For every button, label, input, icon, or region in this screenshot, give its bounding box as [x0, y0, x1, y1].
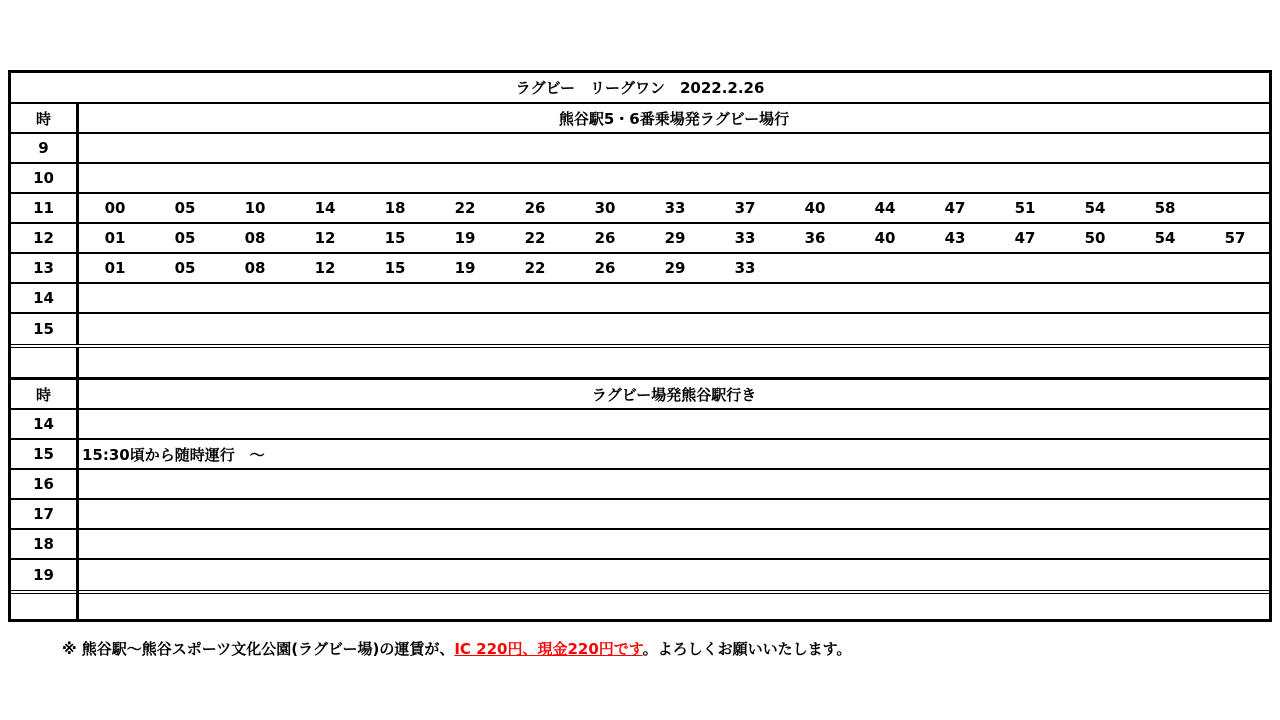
departure-minute: 12 — [314, 259, 336, 277]
departure-minute: 29 — [664, 259, 686, 277]
fare-footnote — [62, 638, 851, 659]
departure-minute: 12 — [314, 229, 336, 247]
departure-minute: 19 — [454, 229, 476, 247]
outbound-row — [11, 164, 1269, 194]
departure-minute: 33 — [734, 229, 756, 247]
outbound-row — [11, 254, 1269, 284]
departure-minute: 47 — [1014, 229, 1036, 247]
departure-minute: 10 — [244, 199, 266, 217]
hour-cell: 10 — [11, 164, 79, 192]
outbound-row — [11, 284, 1269, 314]
inbound-row — [11, 530, 1269, 560]
departure-minute: 57 — [1224, 229, 1246, 247]
footnote-prefix: ※ 熊谷駅～熊谷スポーツ文化公園(ラグビー場)の運賃が、 — [62, 640, 455, 658]
departure-minute: 40 — [804, 199, 826, 217]
departure-minute: 26 — [524, 199, 546, 217]
hour-cell: 15 — [11, 314, 79, 344]
departure-minute: 08 — [244, 259, 266, 277]
inbound-row — [11, 560, 1269, 594]
departure-minute: 05 — [174, 199, 196, 217]
departure-minute: 36 — [804, 229, 826, 247]
departure-minute: 22 — [454, 199, 476, 217]
departure-minute: 37 — [734, 199, 756, 217]
inbound-row — [11, 470, 1269, 500]
inbound-direction-label: ラグビー場発熊谷駅行き — [591, 385, 757, 404]
departure-minute: 18 — [384, 199, 406, 217]
page-title: ラグビー リーグワン 2022.2.26 — [515, 79, 765, 97]
departure-minute: 33 — [664, 199, 686, 217]
departure-minute: 26 — [594, 259, 616, 277]
departure-minute: 54 — [1154, 229, 1176, 247]
departure-minute: 47 — [944, 199, 966, 217]
departure-minute: 08 — [244, 229, 266, 247]
departure-minute: 54 — [1084, 199, 1106, 217]
departure-minute: 05 — [174, 229, 196, 247]
hour-header: 時 — [11, 104, 79, 132]
inbound-header-row — [11, 380, 1269, 410]
outbound-row — [11, 224, 1269, 254]
fare-highlight: IC 220円、現金220円です — [454, 640, 643, 658]
departure-minute: 15 — [384, 259, 406, 277]
hour-cell: 14 — [11, 284, 79, 312]
outbound-direction-label: 熊谷駅5・6番乗場発ラグビー場行 — [558, 109, 790, 128]
departure-minute: 22 — [524, 229, 546, 247]
departure-minute: 58 — [1154, 199, 1176, 217]
departure-minute: 26 — [594, 229, 616, 247]
hour-cell: 15 — [11, 440, 79, 468]
title-row — [11, 73, 1269, 104]
departure-minute: 40 — [874, 229, 896, 247]
hour-cell: 14 — [11, 410, 79, 438]
bottom-blank-row — [11, 590, 1269, 619]
departure-minute: 51 — [1014, 199, 1036, 217]
departure-minute: 50 — [1084, 229, 1106, 247]
separator-row — [11, 348, 1269, 380]
service-note: 15:30頃から随時運行 ～ — [82, 445, 265, 464]
outbound-row — [11, 134, 1269, 164]
departure-minute: 00 — [104, 199, 126, 217]
footnote-suffix: 。よろしくお願いいたします。 — [642, 640, 852, 658]
inbound-row — [11, 500, 1269, 530]
hour-cell: 12 — [11, 224, 79, 252]
departure-minute: 19 — [454, 259, 476, 277]
hour-cell: 11 — [11, 194, 79, 222]
outbound-row — [11, 314, 1269, 348]
hour-cell: 16 — [11, 470, 79, 498]
departure-minute: 30 — [594, 199, 616, 217]
outbound-row — [11, 194, 1269, 224]
departure-minute: 15 — [384, 229, 406, 247]
departure-minute: 01 — [104, 259, 126, 277]
hour-header: 時 — [11, 380, 79, 408]
departure-minute: 14 — [314, 199, 336, 217]
departure-minute: 05 — [174, 259, 196, 277]
hour-cell: 18 — [11, 530, 79, 558]
departure-minute: 44 — [874, 199, 896, 217]
departure-minute: 43 — [944, 229, 966, 247]
outbound-header-row — [11, 104, 1269, 134]
hour-cell: 13 — [11, 254, 79, 282]
hour-cell: 17 — [11, 500, 79, 528]
departure-minute: 01 — [104, 229, 126, 247]
departure-minute: 22 — [524, 259, 546, 277]
inbound-row — [11, 440, 1269, 470]
inbound-row — [11, 410, 1269, 440]
timetable — [8, 70, 1272, 622]
hour-cell: 9 — [11, 134, 79, 162]
departure-minute: 29 — [664, 229, 686, 247]
departure-minute: 33 — [734, 259, 756, 277]
hour-cell: 19 — [11, 560, 79, 590]
